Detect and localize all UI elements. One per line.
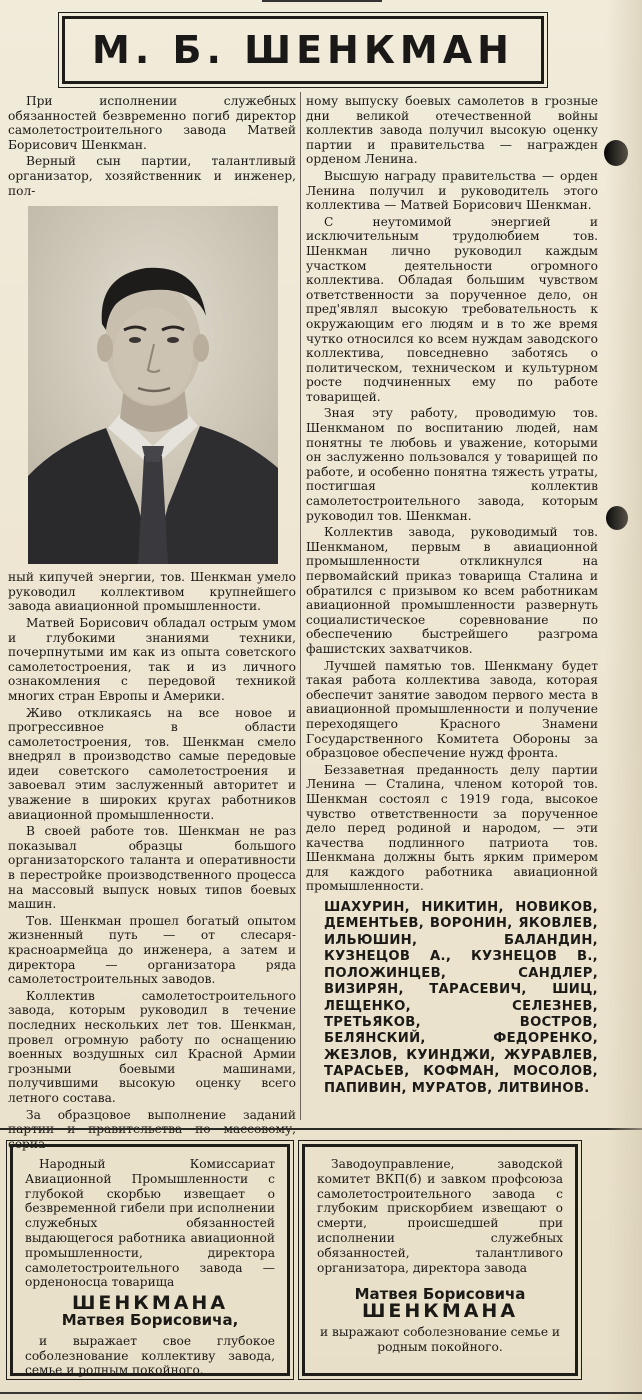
headline: М. Б. ШЕНКМАН <box>92 28 514 72</box>
notice-closing: и выражает свое глубокое соболезнование коллективу завода, семье и родным покойного. <box>25 1333 275 1378</box>
paper-edge <box>606 0 642 1400</box>
notice-text: Народный Комиссариат Авиационной Промышленности с глубокой скорбью извещает о безвременной гибели при исполнении служебных обязанностей выдающегося работника авиационной промышленности, директора самолетостроительного завода — орденоносца товарища <box>25 1157 275 1290</box>
bottom-rule <box>0 1392 642 1394</box>
left-column <box>8 94 296 1153</box>
notice-given-name: Матвея Борисовича, <box>61 1310 239 1329</box>
paragraph: За образцовое выполнение заданий сериа- <box>8 1107 296 1151</box>
paragraph: Высшую награду правительства — орден Ленина получил и руководитель этого коллектива — Матвей Борисович Шенкман. <box>306 168 598 213</box>
notice-closing: и выражают соболезнование семье и родным покойного. <box>319 1324 561 1354</box>
section-rule <box>0 1128 642 1130</box>
paragraph: Тов. Шенкман прошел богатый опытом жизненный путь — от слесаря-красноармейца до инженера, а затем и директора — организатора ряда самолетостроительных заводов. <box>8 913 296 987</box>
right-column <box>306 94 598 1097</box>
column-divider <box>300 92 301 1120</box>
paragraph: Беззаветная преданность делу партии Ленина — Сталина, членом которой тов. Шенкман состоял с 1919 года, высокое чувство ответственности за порученное дело перед родиной и народом, — эти качества подлинного патриота тов. Шенкмана должны быть ярким примером для каждого работника авиационной промышленности. <box>306 762 598 894</box>
top-rule <box>262 0 382 5</box>
notice-text: Заводоуправление, заводской комитет ВКП(б) и завком профсоюза самолетостроительного завода с глубоким прискорбием извещают о смерти, происшедшей при исполнении служебных обязанностей, талантливого организатора, директора завода <box>317 1157 563 1275</box>
notice-surname: ШЕНКМАНА <box>71 1292 229 1315</box>
headline-frame <box>62 16 544 84</box>
notice-surname: ШЕНКМАНА <box>361 1300 519 1323</box>
paragraph: ный кипучей энергии, тов. Шенкман умело руководил коллективом крупнейшего завода авиационной промышленности. <box>8 570 296 614</box>
obituary-notice-commissariat <box>10 1144 290 1376</box>
paragraph: Зная эту работу, проводимую тов. Шенкманом по воспитанию людей, нам понятны те любовь и уважение, которыми он заслуженно пользовался у товарищей по работе, и особенно понятна тяжесть утраты, постигшая коллектив самолетостроительного завода, которым руководил тов. Шенкман. <box>306 406 598 523</box>
notice-given-name: Матвея Борисовича <box>354 1285 526 1304</box>
paragraph: С неутомимой энергией и исключительным трудолюбием тов. Шенкман лично руководил каждым участком деятельности огромного коллектива. Обладая большим чувством ответственности за порученное дело, он пред'являл высокую требовательность к окружающим его людям и в то же время чутко относился ко всем нуждам заводского коллектива, повседневно заботясь о политическом, техническом и культурном росте подчиненных ему по работе товарищей. <box>306 214 598 404</box>
paragraph: При исполнении служебных обязанностей безвременно погиб директор самолетостроительного завода Матвей Борисович Шенкман. <box>8 94 296 152</box>
paragraph: Верный сын партии, талантливый организатор, хозяйственник и инженер, пол- <box>8 154 296 198</box>
portrait-illustration <box>28 206 278 564</box>
paragraph: Коллектив самолетостроительного завода, которым руководил в течение последних нескольких лет тов. Шенкман, провел огромную работу по оснащению военных воздушных сил Красной Армии грозными боевыми машинами, получившими высокую оценку всего летного состава. <box>8 988 296 1105</box>
obituary-notice-factory <box>302 1144 578 1376</box>
signatories-list: ШАХУРИН, НИКИТИН, НОВИКОВ, ДЕМЕНТЬЕВ, ВОРОНИН, ЯКОВЛЕВ, ИЛЬЮШИН, БАЛАНДИН, КУЗНЕЦОВ А., КУЗНЕЦОВ В., ПОЛОЖИНЦЕВ, САНДЛЕР, ВИЗИРЯН, ТАРАСЕВИЧ, ШИЦ, ЛЕЩЕНКО, СЕЛЕЗНЕВ, ТРЕТЬЯКОВ, ВОСТРОВ, БЕЛЯНСКИЙ, ФЕДОРЕНКО, ЖЕЗЛОВ, КУИНДЖИ, ЖУРАВЛЕВ, ТАРАСЬЕВ, КОФМАН, МОСОЛОВ, ПАПИВИН, МУРАТОВ, ЛИТВИНОВ. <box>324 900 598 1096</box>
paragraph: Живо откликаясь на все новое и прогрессивное в области самолетостроения, тов. Шенкман смело внедрял в производство самые передовые идеи советского самолетостроения и завоевал этим заслуженный авторитет и уважение в широких кругах работников авиационной промышленности. <box>8 705 296 822</box>
paragraph: ному выпуску боевых самолетов в грозные дни великой отечественной войны коллектив завода получил высокую оценку партии и правительства — награжден орденом Ленина. <box>306 94 598 167</box>
paragraph: Лучшей памятью тов. Шенкману будет такая работа коллектива завода, которая обеспечит занятие заводом первого места в авиационной промышленности и получение переходящего Красного Знамени Государственного Комитета Обороны за образцовое обеспечение нужд фронта. <box>306 658 598 761</box>
paragraph: В своей работе тов. Шенкман не раз показывал образцы большого организаторского таланта и оперативности в перестройке производственного процесса на массовый выпуск новых типов боевых машин. <box>8 824 296 912</box>
portrait-photo <box>28 206 278 564</box>
paragraph: Коллектив завода, руководимый тов. Шенкманом, первым в авиационной промышленности откликнулся на первомайский приказ товарища Сталина и обратился с призывом ко всем работникам авиационной промышленности развернуть социалистическое соревнование по обеспечению быстрейшего разгрома фашистских захватчиков. <box>306 525 598 656</box>
paragraph: Матвей Борисович обладал острым умом и глубокими знаниями техники, почерпнутыми им как из опыта советского самолетостроения, так и из личного ознакомления с передовой техникой многих стран Европы и Америки. <box>8 615 296 703</box>
